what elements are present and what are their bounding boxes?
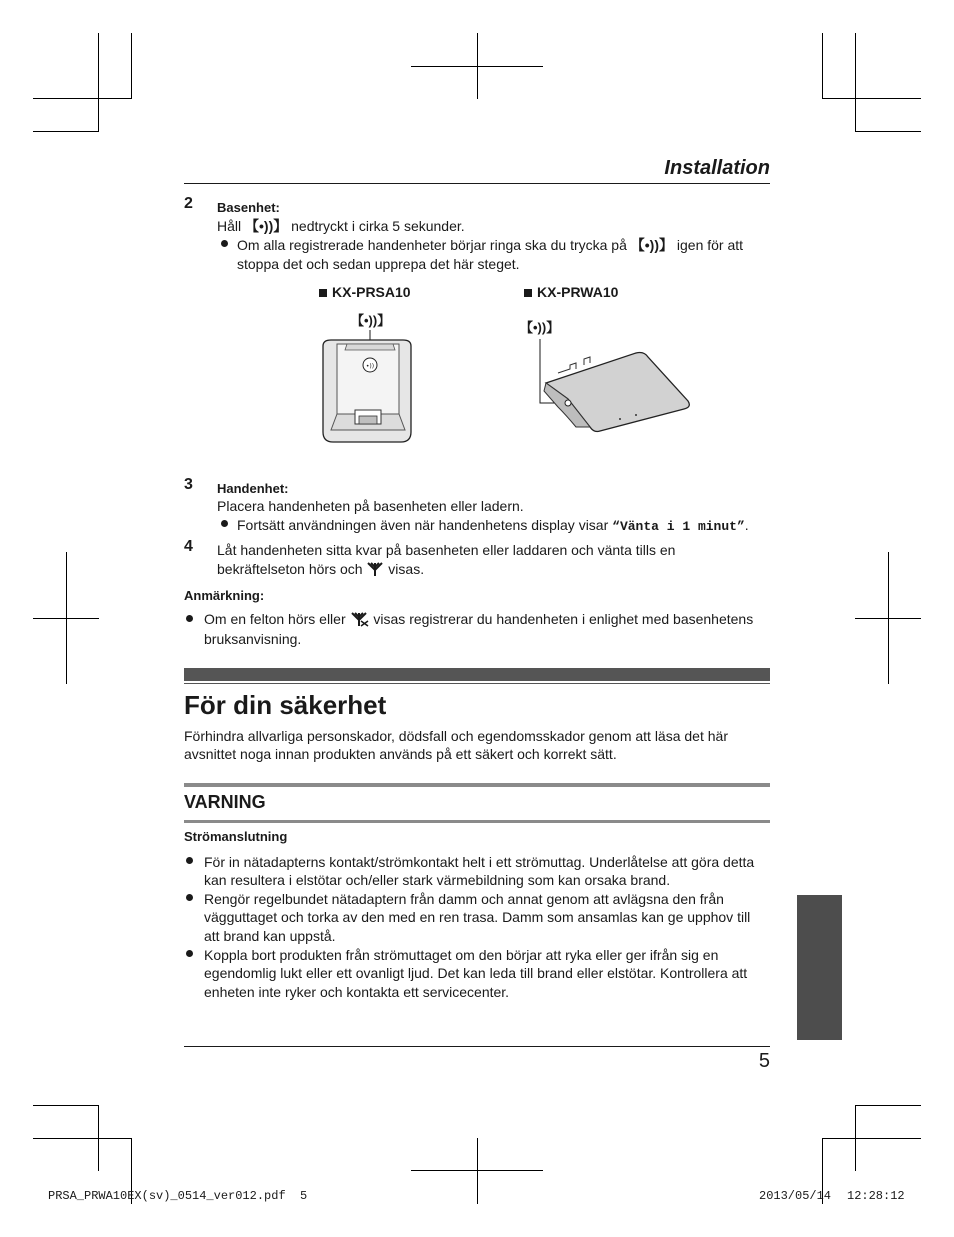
step-heading: Basenhet: (217, 200, 280, 215)
step-instruction-line2: bekräftelseton hörs och visas. (217, 561, 425, 577)
print-time: 12:28:12 (847, 1189, 905, 1203)
step-instruction: Placera handenheten på basenheten eller ladern. (217, 498, 524, 514)
section-bar (184, 668, 770, 681)
section-heading: För din säkerhet (184, 690, 387, 720)
print-date: 2013/05/14 (759, 1189, 832, 1203)
bullet-dot (186, 894, 193, 901)
bullet-text-line2: stoppa det och sedan upprepa det här steget. (237, 256, 520, 272)
figure-key-label: 【•))】 (520, 320, 560, 335)
step-heading: Handenhet: (217, 481, 289, 496)
bullet-dot (186, 950, 193, 957)
warning-heading: VARNING (184, 792, 266, 812)
bullet-dot (221, 520, 228, 527)
chapter-tab (797, 895, 842, 1040)
figure-label: KX-PRWA10 (524, 283, 618, 301)
warning-bullet-line: vägguttaget och torka av den med en ren trasa. Damm som ansamlas kan ge upphov till (204, 909, 751, 925)
warning-bullet-line: att brand kan uppstå. (204, 928, 336, 944)
warning-bullet: Koppla bort produkten från strömuttaget om den börjar att ryka eller ger ifrån sig en (204, 947, 719, 963)
svg-text:•)): •)) (365, 363, 375, 370)
bullet-text: Om alla registrerade handenheter börjar ringa ska du trycka på 【•))】 igen för att (237, 237, 744, 253)
safety-intro: Förhindra allvarliga personskador, dödsfall och egendomsskador genom att läsa det här (184, 728, 728, 744)
warning-top-rule (184, 783, 770, 787)
antenna-off-icon (350, 611, 370, 627)
page-number: 5 (758, 1050, 770, 1072)
antenna-icon (366, 561, 384, 577)
display-message: “Vänta i 1 minut” (612, 519, 745, 534)
print-page: 5 (300, 1189, 308, 1203)
warning-bottom-rule (184, 820, 770, 823)
step-instruction: Låt handenheten sitta kvar på basenheten eller laddaren och vänta tills en (217, 542, 676, 558)
section-bar-rule (184, 683, 770, 684)
note-heading: Anmärkning: (184, 588, 265, 603)
footer-rule (184, 1046, 770, 1047)
bullet-dot (221, 240, 228, 247)
note-text-line2: bruksanvisning. (204, 631, 302, 647)
warning-bullet-line: enheten inte ryker och kontakta ett servicecenter. (204, 984, 510, 1000)
step-number: 2 (184, 195, 193, 212)
bullet-dot (186, 857, 193, 864)
step-number: 3 (184, 476, 193, 493)
bullet-dot (186, 615, 193, 622)
warning-bullet: För in nätadapterns kontakt/strömkontakt helt i ett strömuttag. Underlåtelse att göra detta (204, 854, 755, 870)
note-text: Om en felton hörs eller visas registrerar du handenheten i enlighet med basenhetens (204, 611, 754, 627)
repeater-illustration (536, 335, 696, 440)
section-title: Installation (664, 157, 770, 179)
charger-illustration (315, 330, 420, 450)
header-rule (184, 183, 770, 184)
safety-intro-line2: avsnittet noga innan produkten används på ett säkert och korrekt sätt. (184, 746, 617, 762)
warning-bullet-line: egendomlig lukt eller ett ovanligt ljud. Det kan leda till brand eller elstötar. Kontrollera att (204, 965, 748, 981)
step-instruction: Håll 【•))】 nedtryckt i cirka 5 sekunder. (217, 218, 465, 234)
subheading: Strömanslutning (184, 829, 288, 844)
figure-label: KX-PRSA10 (319, 283, 411, 301)
warning-bullet-line: kan resultera i elstötar och/eller stark värmebildning som kan orsaka brand. (204, 872, 671, 888)
bullet-text: Fortsätt användningen även när handenhetens display visar “Vänta i 1 minut”. (237, 517, 749, 534)
paging-key-symbol: 【•))】 (245, 218, 288, 234)
step-number: 4 (184, 538, 193, 555)
warning-bullet: Rengör regelbundet nätadaptern från damm och annat genom att avlägsna den från (204, 891, 724, 907)
figure-key-label: 【•))】 (351, 313, 391, 328)
print-file: PRSA_PRWA10EX(sv)_0514_ver012.pdf (48, 1189, 286, 1203)
